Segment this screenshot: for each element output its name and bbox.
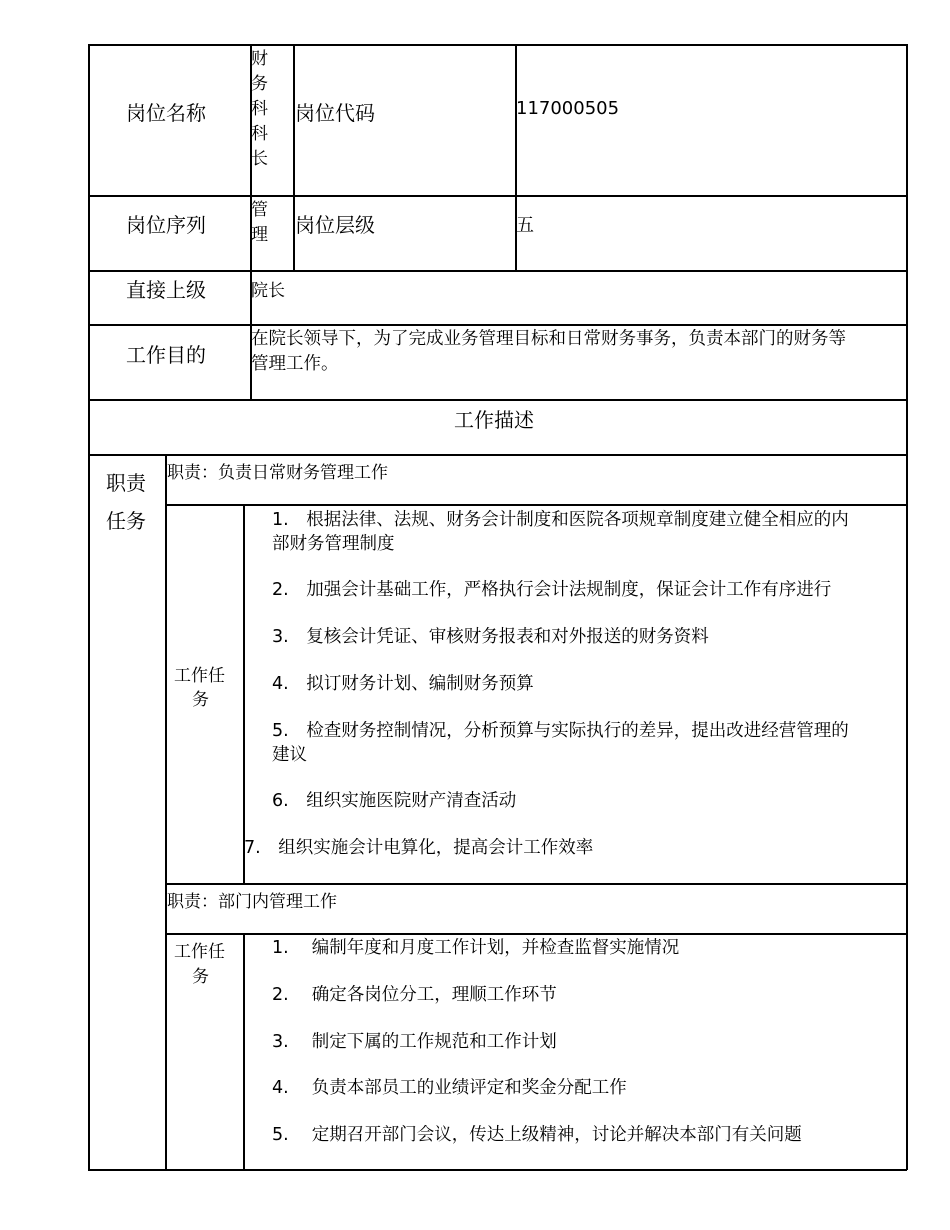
rule-top — [88, 44, 907, 46]
post-level-label: 岗位层级 — [295, 213, 375, 237]
purpose-line-1: 在院长领导下，为了完成业务管理目标和日常财务事务，负责本部门的财务等 — [251, 329, 846, 349]
task-label-2-line-1: 工作任 — [174, 942, 225, 962]
purpose-line-2: 管理工作。 — [251, 354, 339, 374]
task-label-1-line-2: 务 — [192, 690, 209, 710]
rule-duty-col — [165, 454, 167, 1170]
task-2-3: 3. 制定下属的工作规范和工作计划 — [272, 1032, 557, 1052]
duty-title-1: 职责：负责日常财务管理工作 — [167, 463, 388, 483]
task-label-2-line-2: 务 — [192, 967, 209, 987]
task-1-6: 6. 组织实施医院财产清查活动 — [272, 791, 517, 811]
task-1-1-cont: 部财务管理制度 — [272, 534, 395, 554]
rule-row2 — [88, 270, 907, 272]
duty-title-2: 职责：部门内管理工作 — [167, 892, 337, 912]
post-level-value: 五 — [516, 215, 534, 236]
task-1-5-cont: 建议 — [272, 745, 307, 765]
duties-label-line-1: 职责 — [106, 471, 146, 495]
task-2-1: 1. 编制年度和月度工作计划，并检查监督实施情况 — [272, 938, 680, 958]
rule-right — [906, 44, 908, 1170]
post-code-value: 117000505 — [516, 98, 620, 119]
rule-task-col-1 — [243, 504, 245, 884]
post-name-label: 岗位名称 — [126, 101, 206, 125]
post-code-label: 岗位代码 — [295, 101, 375, 125]
post-series-label: 岗位序列 — [126, 213, 206, 237]
post-series-value: 管理 — [251, 200, 268, 245]
rule-bottom — [88, 1169, 907, 1171]
task-2-4: 4. 负责本部员工的业绩评定和奖金分配工作 — [272, 1078, 627, 1098]
task-1-4: 4. 拟订财务计划、编制财务预算 — [272, 674, 534, 694]
rule-duty1 — [165, 504, 907, 506]
purpose-label: 工作目的 — [126, 343, 206, 367]
rule-row5 — [88, 454, 907, 456]
task-1-7: 7. 组织实施会计电算化，提高会计工作效率 — [244, 838, 594, 858]
task-label-1-line-1: 工作任 — [174, 666, 225, 686]
superior-label: 直接上级 — [126, 278, 206, 302]
rule-row4 — [88, 399, 907, 401]
rule-row3 — [88, 324, 907, 326]
task-2-2: 2. 确定各岗位分工，理顺工作环节 — [272, 985, 557, 1005]
task-1-1: 1. 根据法律、法规、财务会计制度和医院各项规章制度建立健全相应的内 — [272, 510, 849, 530]
task-1-2: 2. 加强会计基础工作，严格执行会计法规制度，保证会计工作有序进行 — [272, 580, 832, 600]
rule-task-col-2 — [243, 933, 245, 1170]
rule-duty2-top — [165, 883, 907, 885]
task-2-5: 5. 定期召开部门会议，传达上级精神，讨论并解决本部门有关问题 — [272, 1125, 802, 1145]
task-1-3: 3. 复核会计凭证、审核财务报表和对外报送的财务资料 — [272, 627, 709, 647]
task-1-5: 5. 检查财务控制情况，分析预算与实际执行的差异，提出改进经营管理的 — [272, 721, 849, 741]
rule-row1 — [88, 195, 907, 197]
duties-label-line-2: 任务 — [106, 509, 146, 533]
superior-value: 院长 — [251, 281, 285, 301]
post-name-value: 财务科科长 — [251, 49, 268, 169]
rule-duty2-bottom — [165, 933, 907, 935]
rule-left — [88, 44, 90, 1170]
description-title: 工作描述 — [454, 408, 534, 432]
